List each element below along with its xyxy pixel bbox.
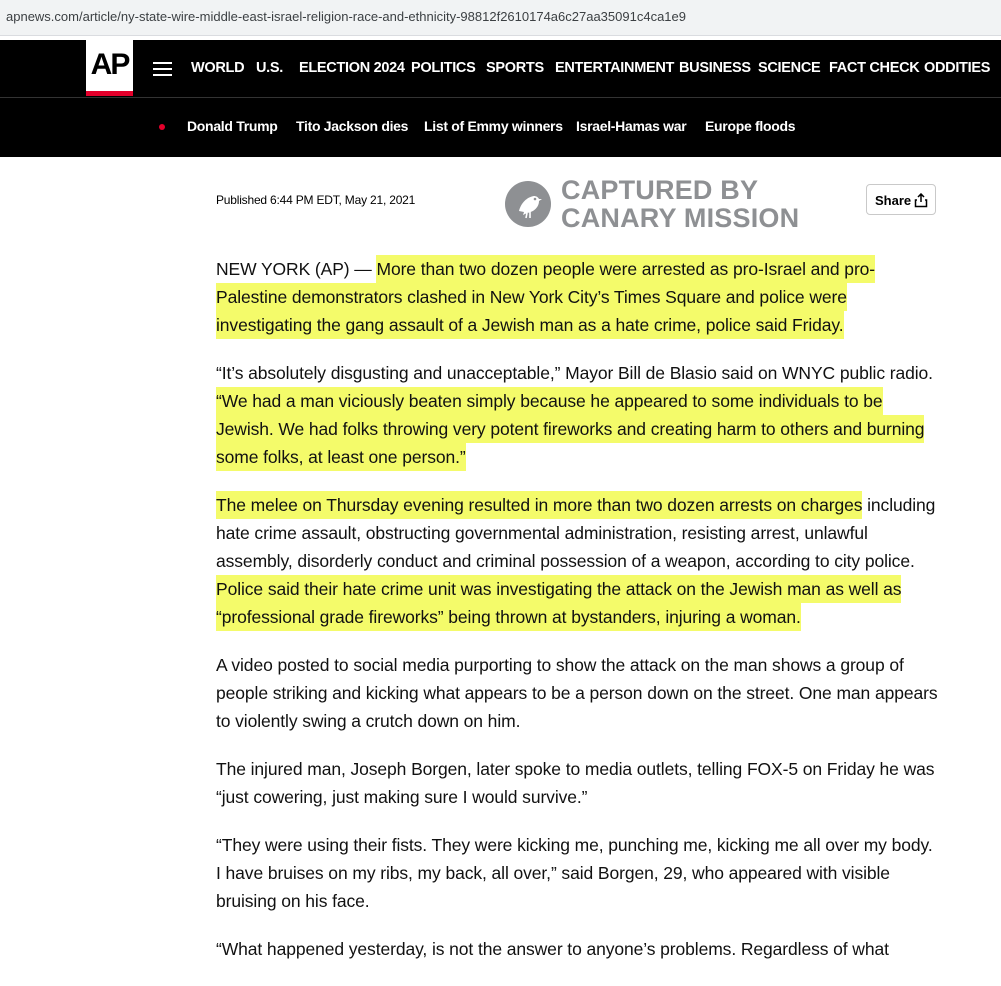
article-paragraph	[216, 491, 938, 631]
highlighted-text: The melee on Thursday evening resulted in more than two dozen arrests on charges	[216, 491, 862, 519]
ap-logo[interactable]	[86, 40, 133, 96]
nav-us[interactable]: U.S.	[256, 60, 283, 76]
nav-sports[interactable]: SPORTS	[486, 60, 544, 76]
nav-fact-check[interactable]: FACT CHECK	[829, 60, 920, 76]
trending-emmy-winners[interactable]: List of Emmy winners	[424, 118, 563, 134]
nav-election-2024[interactable]: ELECTION 2024	[299, 60, 405, 76]
article-paragraph	[216, 255, 938, 339]
share-label: Share	[875, 193, 912, 208]
browser-address-bar[interactable]	[0, 0, 1001, 36]
share-button[interactable]	[866, 184, 936, 215]
article-paragraph	[216, 359, 938, 471]
paragraph-text: “It’s absolutely disgusting and unacceptable,” Mayor Bill de Blasio said on WNYC public radio.	[216, 363, 933, 383]
share-icon	[914, 193, 928, 208]
article-paragraph: “They were using their fists. They were kicking me, punching me, kicking me all over my body. I have bruises on my ribs, my back, all over,” said Borgen, 29, who appeared with visible bruising on his face.	[216, 835, 933, 911]
nav-politics[interactable]: POLITICS	[411, 60, 476, 76]
article-paragraph: The injured man, Joseph Borgen, later spoke to media outlets, telling FOX-5 on Friday he was “just cowering, just making sure I would survive.”	[216, 759, 935, 807]
url-text[interactable]: apnews.com/article/ny-state-wire-middle-east-israel-religion-race-and-ethnicity-98812f2610174a6c27aa35091c4ca1e9	[6, 9, 686, 24]
canary-mission-watermark	[505, 176, 805, 236]
dateline: NEW YORK (AP) —	[216, 259, 377, 279]
trending-europe-floods[interactable]: Europe floods	[705, 118, 796, 134]
nav-science[interactable]: SCIENCE	[758, 60, 821, 76]
paragraph-text: including hate crime assault, obstructing governmental administration, resisting arrest, unlawful assembly, disorderly conduct and criminal possession of a weapon, according to city police.	[216, 495, 936, 571]
article-paragraph: “What happened yesterday, is not the answer to anyone’s problems. Regardless of what	[216, 939, 889, 959]
article-paragraph: A video posted to social media purporting to show the attack on the man shows a group of people striking and kicking what appears to be a person down on the street. One man appears to violently swing a crutch down on him.	[216, 655, 938, 731]
watermark-line2: CANARY MISSION	[561, 203, 800, 233]
watermark-line1: CAPTURED BY	[561, 175, 759, 205]
nav-oddities[interactable]: ODDITIES	[924, 60, 991, 76]
ap-logo-text: AP	[90, 48, 129, 81]
highlighted-text: “We had a man viciously beaten simply because he appeared to some individuals to be Jewish. We had folks throwing very potent fireworks and creating harm to others and burning some folks, at least one person.”	[216, 387, 924, 471]
nav-entertainment[interactable]: ENTERTAINMENT	[555, 60, 675, 76]
ap-logo-red-bar	[86, 91, 133, 96]
menu-icon[interactable]	[153, 61, 172, 77]
trending-tito-jackson[interactable]: Tito Jackson dies	[296, 118, 409, 134]
trending-israel-hamas-war[interactable]: Israel-Hamas war	[576, 118, 687, 134]
highlighted-text: More than two dozen people were arrested as pro-Israel and pro-Palestine demonstrators clashed in New York City’s Times Square and police were investigating the gang assault of a Jewish man as a hate crime, police said Friday.	[216, 255, 875, 339]
trending-dot-icon	[159, 124, 165, 130]
canary-bird-icon	[505, 181, 551, 227]
article-body	[216, 255, 938, 983]
trending-donald-trump[interactable]: Donald Trump	[187, 118, 278, 134]
nav-world[interactable]: WORLD	[191, 60, 245, 76]
published-timestamp: Published 6:44 PM EDT, May 21, 2021	[216, 193, 416, 207]
nav-business[interactable]: BUSINESS	[679, 60, 751, 76]
highlighted-text: Police said their hate crime unit was investigating the attack on the Jewish man as well as “professional grade fireworks” being thrown at bystanders, injuring a woman.	[216, 575, 901, 631]
